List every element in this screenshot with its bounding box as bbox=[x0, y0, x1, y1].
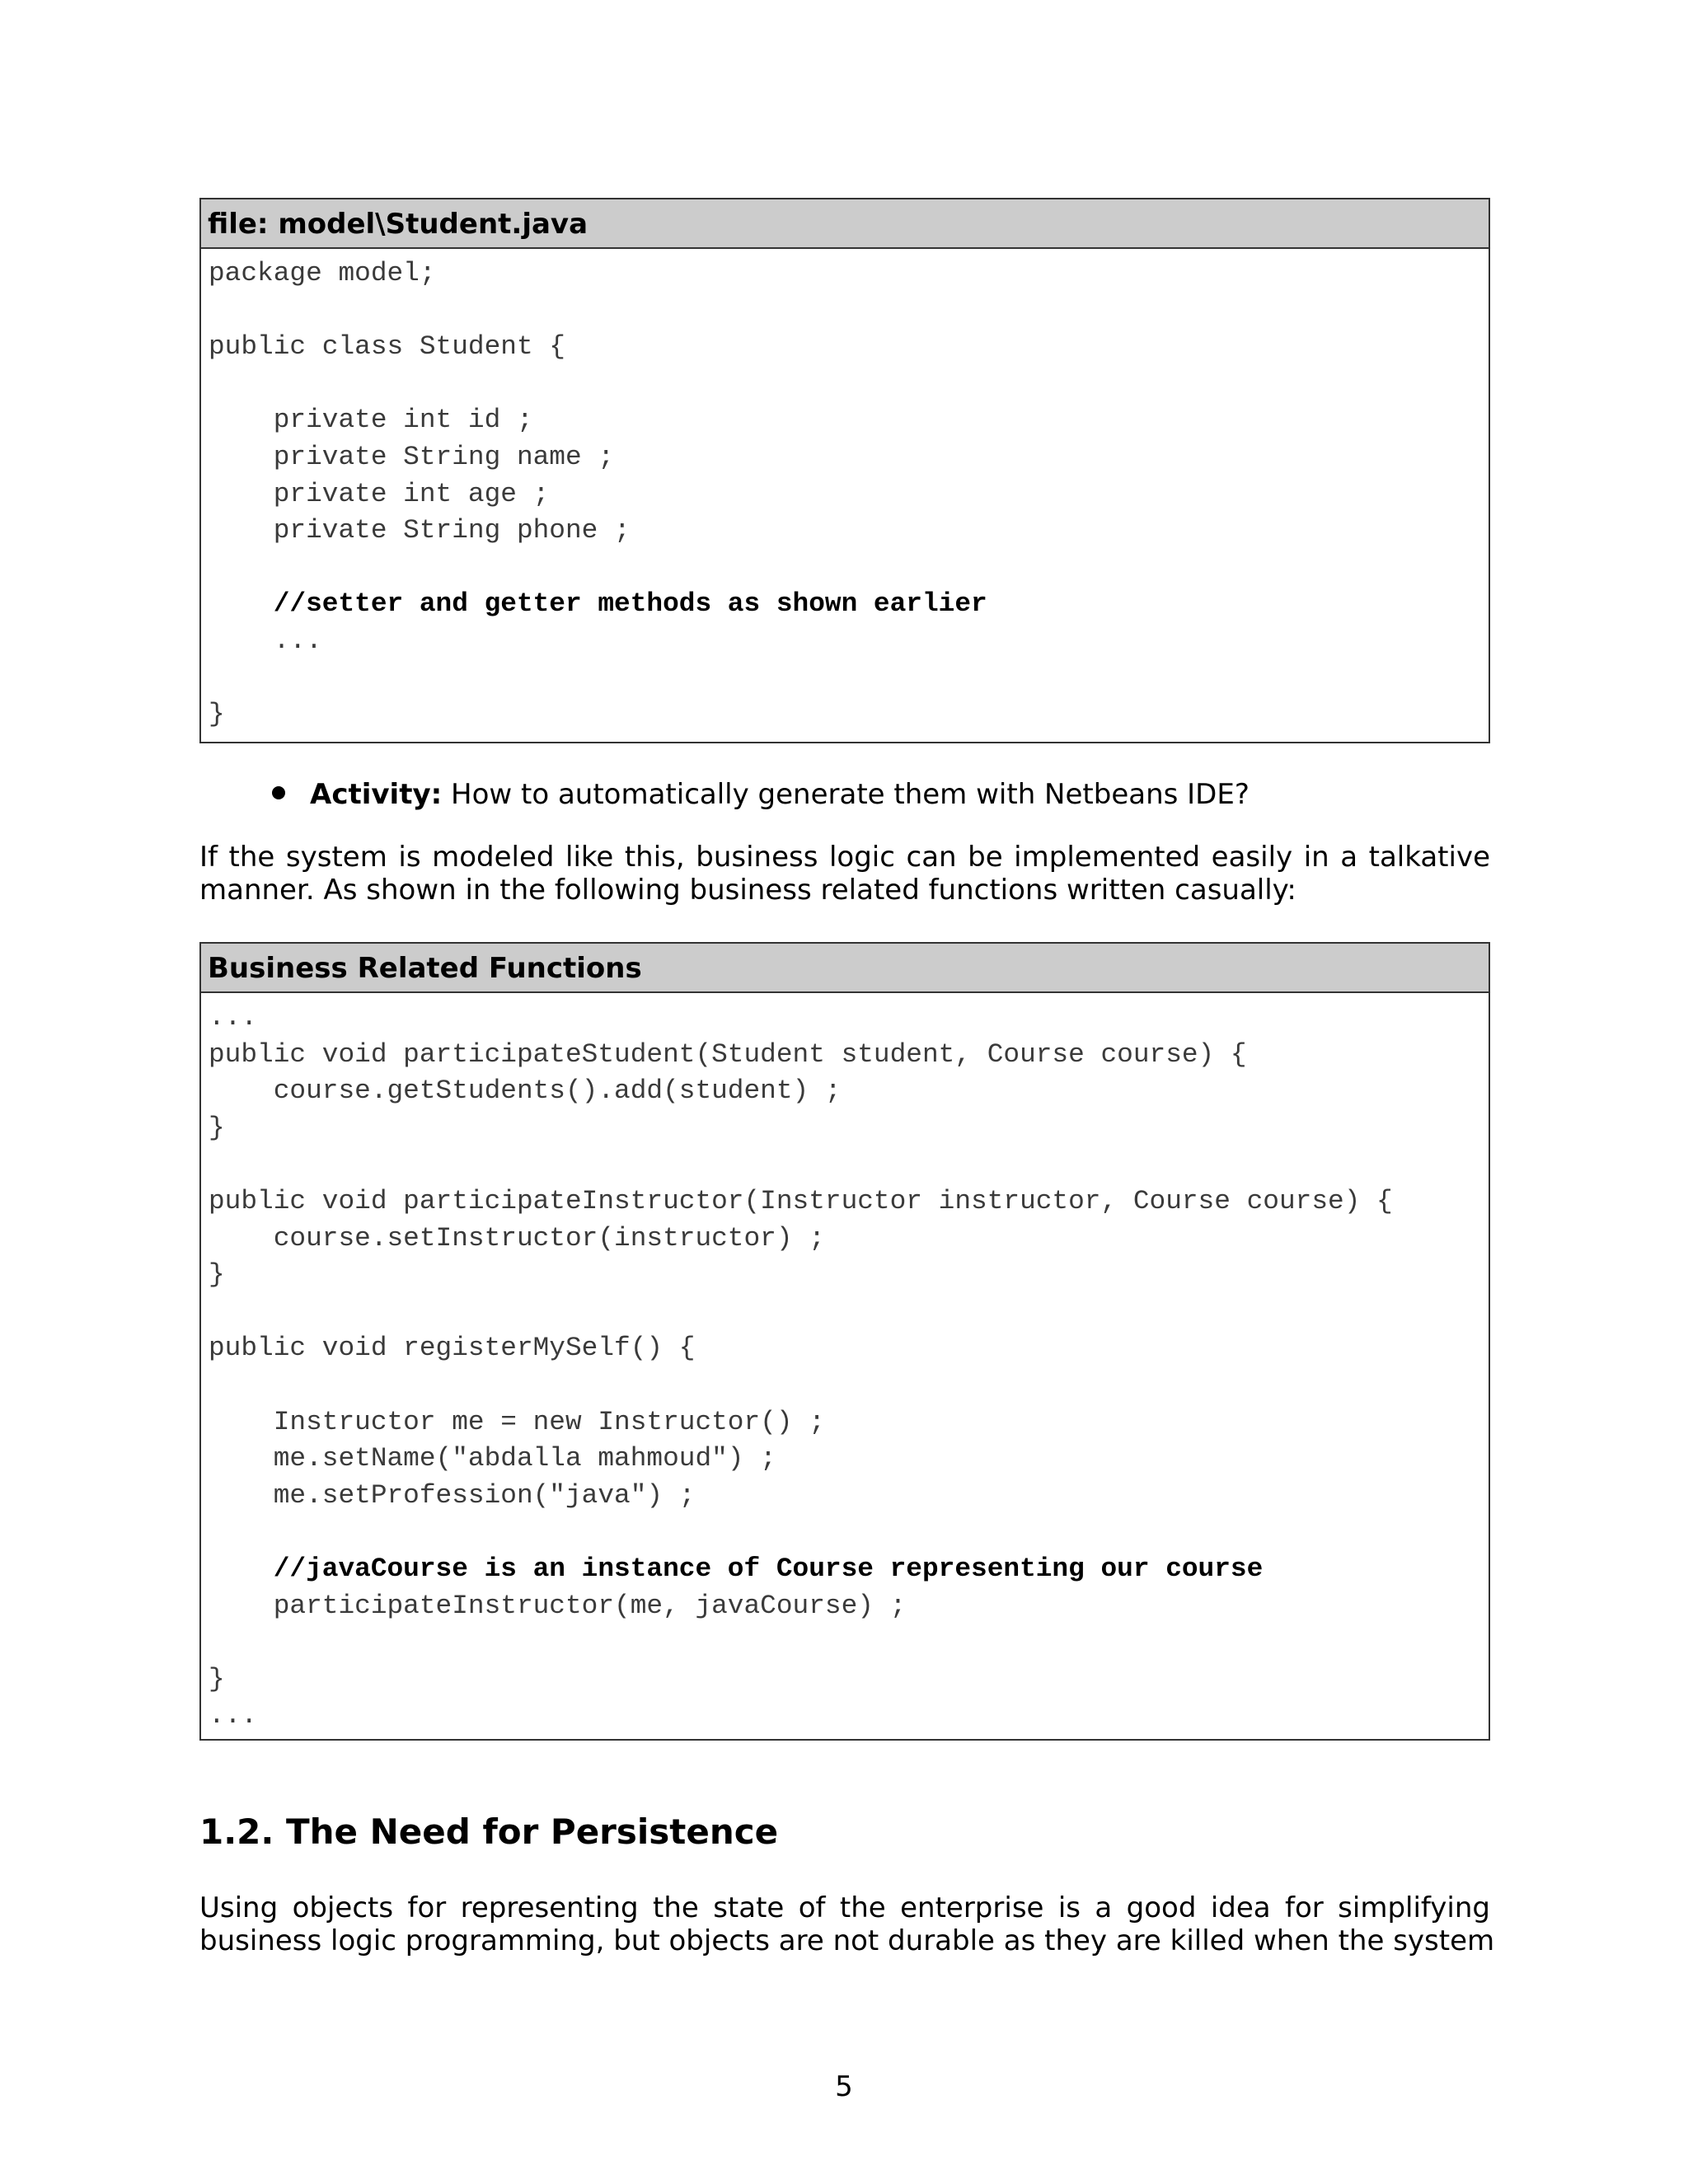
code-line: private String phone ; bbox=[209, 515, 631, 546]
page-number: 5 bbox=[835, 2070, 853, 2103]
activity-text: How to automatically generate them with Netbeans IDE? bbox=[442, 778, 1250, 811]
code-line: } bbox=[209, 699, 225, 730]
code-line: me.setProfession("java") ; bbox=[209, 1479, 696, 1511]
code-line: ... bbox=[209, 1002, 258, 1033]
paragraph-line: If the system is modeled like this, business logic can be implemented easily in a talkative bbox=[199, 841, 1490, 874]
code-line: private String name ; bbox=[209, 441, 615, 472]
code-line bbox=[209, 293, 1489, 330]
paragraph-persistence bbox=[199, 1891, 1495, 1957]
code-line bbox=[209, 1146, 1489, 1183]
code-line: ... bbox=[209, 625, 322, 656]
paragraph-line: business logic programming, but objects are not durable as they are killed when the system bbox=[199, 1924, 1495, 1957]
code-comment-line: //setter and getter methods as shown earlier bbox=[209, 588, 987, 620]
code-line bbox=[209, 660, 1489, 697]
code-line bbox=[209, 366, 1489, 403]
activity-bullet bbox=[272, 775, 1250, 814]
code-line: ... bbox=[209, 1700, 258, 1732]
code-line: me.setName("abdalla mahmoud") ; bbox=[209, 1443, 776, 1474]
code-line: public void participateInstructor(Instructor instructor, Course course) { bbox=[209, 1185, 1393, 1216]
code-line: participateInstructor(me, javaCourse) ; bbox=[209, 1590, 907, 1621]
paragraph-intro bbox=[199, 841, 1490, 907]
code-line: private int age ; bbox=[209, 478, 550, 509]
code-line: } bbox=[209, 1259, 225, 1291]
code-line: Instructor me = new Instructor() ; bbox=[209, 1406, 825, 1437]
code-line bbox=[209, 1624, 1489, 1661]
code-line: private int id ; bbox=[209, 405, 533, 436]
code-listing-title: Business Related Functions bbox=[201, 944, 1489, 993]
code-listing-student-java bbox=[199, 198, 1490, 743]
code-body bbox=[201, 993, 1489, 1735]
code-line bbox=[209, 1367, 1489, 1404]
activity-label: Activity: bbox=[310, 778, 443, 811]
section-heading: 1.2. The Need for Persistence bbox=[199, 1811, 779, 1852]
code-line: } bbox=[209, 1112, 225, 1143]
code-body bbox=[201, 249, 1489, 733]
paragraph-line: Using objects for representing the state of the enterprise is a good idea for simplifying bbox=[199, 1891, 1490, 1924]
code-line bbox=[209, 550, 1489, 587]
code-line bbox=[209, 1514, 1489, 1551]
code-line: public void participateStudent(Student student, Course course) { bbox=[209, 1038, 1247, 1070]
paragraph-line: manner. As shown in the following business related functions written casually: bbox=[199, 874, 1296, 907]
code-listing-business-functions bbox=[199, 942, 1490, 1741]
code-line bbox=[209, 1294, 1489, 1331]
code-line: package model; bbox=[209, 258, 436, 288]
code-line: } bbox=[209, 1663, 225, 1694]
bullet-icon bbox=[272, 786, 285, 799]
code-listing-title: file: model\Student.java bbox=[201, 199, 1489, 249]
code-line: public class Student { bbox=[209, 331, 565, 363]
code-comment-line: //javaCourse is an instance of Course representing our course bbox=[209, 1553, 1264, 1584]
code-line: course.getStudents().add(student) ; bbox=[209, 1076, 842, 1107]
code-line: course.setInstructor(instructor) ; bbox=[209, 1222, 825, 1254]
code-line: public void registerMySelf() { bbox=[209, 1333, 696, 1364]
